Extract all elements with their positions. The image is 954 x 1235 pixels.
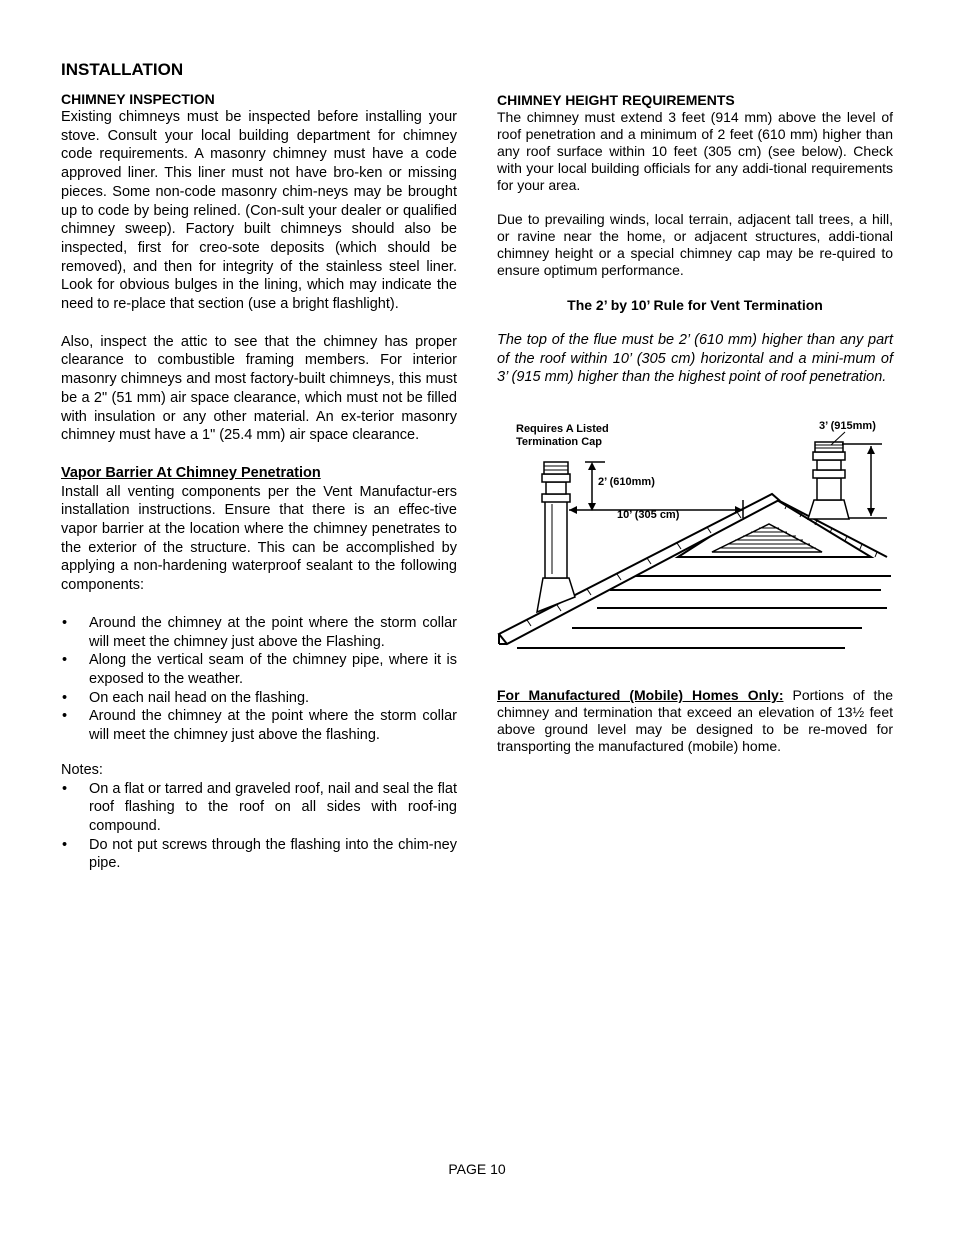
chimney-inspection-para2: Also, inspect the attic to see that the chimney has proper clearance to combustible framing members. For interior masonry chimneys and most factory-built chimneys, this must be a 2" (51 mm) air space clearance, which must not be filled with insulation or any other material. An ex-terior masonry chimney must have a 1" (25.4 mm) air space clearance. — [61, 333, 457, 444]
list-item: • Around the chimney at the point where the storm collar will meet the chimney just above the Flashing. — [61, 614, 457, 651]
label-2ft: 2’ (610mm) — [598, 476, 655, 488]
notes-label: Notes: — [61, 761, 103, 778]
chimney-left — [537, 462, 575, 612]
chimney-inspection-heading: CHIMNEY INSPECTION — [61, 91, 215, 107]
list-item: • On a flat or tarred and graveled roof, nail and seal the flat roof flashing to the roof on all sides with roof-ing compound. — [61, 780, 457, 836]
page-number: PAGE 10 — [448, 1161, 506, 1177]
list-item: • On each nail head on the flashing. — [61, 689, 457, 708]
chimney-height-para1: The chimney must extend 3 feet (914 mm) above the level of roof penetration and a minimum of 2 feet (610 mm) higher than any roof surface within 10 feet (305 cm) (see below). Check with your local building officials for any addi-tional requirements for your area. — [497, 109, 893, 193]
vent-termination-diagram — [497, 412, 897, 652]
rule-heading: The 2’ by 10’ Rule for Vent Termination — [567, 297, 823, 313]
notes-list — [61, 780, 457, 874]
manufactured-homes-heading: For Manufactured (Mobile) Homes Only: — [497, 687, 784, 703]
chimney-height-para2: Due to prevailing winds, local terrain, adjacent tall trees, a hill, or ravine near the home, or adjacent structures, addi-tional chimney height or a special chimney cap may be re-quired to ensure optimum performance. — [497, 211, 893, 278]
label-3ft: 3’ (915mm) — [819, 420, 876, 432]
house-siding — [517, 576, 891, 648]
page-title: INSTALLATION — [61, 60, 184, 79]
list-item: • Along the vertical seam of the chimney pipe, where it is exposed to the weather. — [61, 651, 457, 688]
vapor-barrier-list — [61, 614, 457, 745]
list-item: • Around the chimney at the point where the storm collar will meet the chimney just above the flashing. — [61, 707, 457, 744]
chimney-height-heading: CHIMNEY HEIGHT REQUIREMENTS — [497, 92, 735, 108]
label-cap-line1: Requires A Listed — [516, 423, 609, 435]
vapor-barrier-para: Install all venting components per the Vent Manufactur-ers installation instructions. Ensure that there is an effec-tive vapor barrier at the location where the chimney penetrates to the exterior of the structure. This can be accomplished by applying a non-hardening waterproof sealant to the following components: — [61, 483, 457, 594]
vapor-barrier-heading: Vapor Barrier At Chimney Penetration — [61, 464, 321, 481]
chimney-inspection-para1: Existing chimneys must be inspected before installing your stove. Consult your local building department for chimney code requirements. A masonry chimney must have a code approved liner. This liner must not have bro-ken or missing pieces. Some non-code masonry chim-neys may be brought up to code by being relined. (Con-sult your dealer or qualified chimney sweep). Factory built chimneys should also be inspected, first for creo-sote deposits (which should be removed), and then for integrity of the stainless steel liner. Look for obvious bulges in the lining, which may indicate the need to re-place that section (use a bright flashlight). — [61, 109, 457, 313]
label-10ft: 10’ (305 cm) — [617, 509, 680, 521]
chimney-right — [808, 442, 849, 519]
manufactured-homes-text: Portions of the chimney and termination that exceed an elevation of 13½ feet above ground level may be designed to be re-moved for transporting the manufactured (mobile) home. — [497, 687, 893, 754]
manufactured-homes-para — [497, 687, 893, 755]
list-item: • Do not put screws through the flashing into the chim-ney pipe. — [61, 836, 457, 873]
rule-text: The top of the flue must be 2’ (610 mm) higher than any part of the roof within 10’ (305 cm) horizontal and a mini-mum of 3’ (915 mm) higher than the highest point of roof penetration. — [497, 332, 893, 386]
label-cap-line2: Termination Cap — [516, 436, 602, 448]
